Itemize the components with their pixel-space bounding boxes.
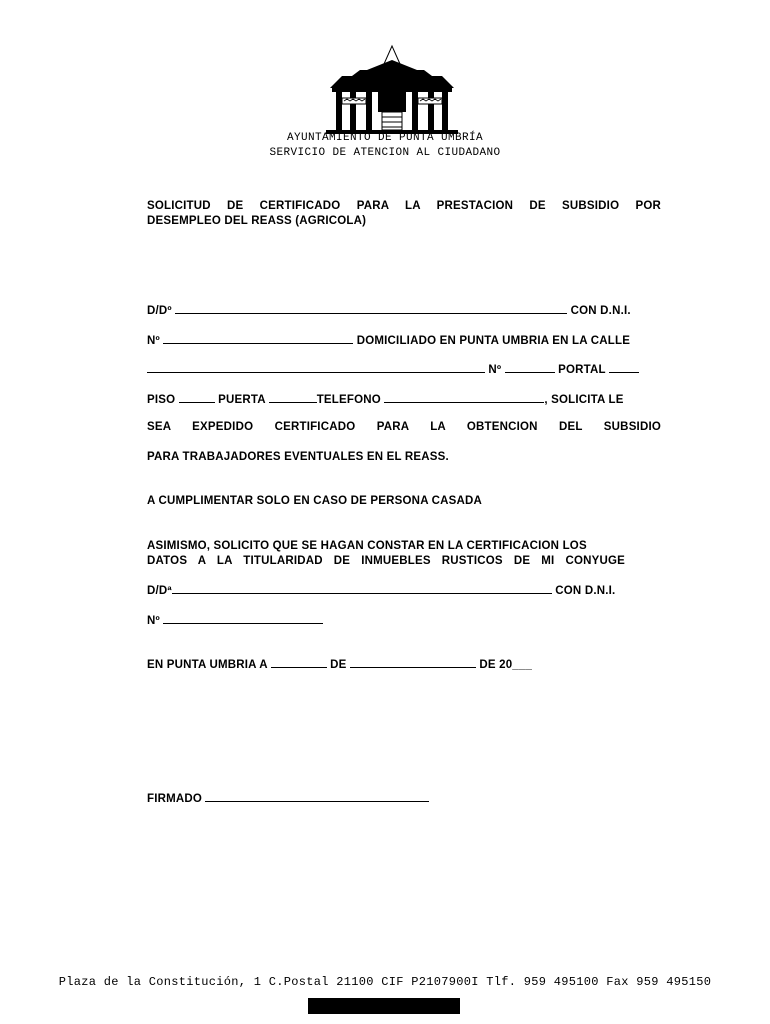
sea-expedido-line: SEA EXPEDIDO CERTIFICADO PARA LA OBTENCION DEL SUBSIDIO: [147, 421, 661, 433]
spouse-name-row: [147, 583, 661, 597]
form-title-line-2: DESEMPLEO DEL REASS (AGRICOLA): [147, 215, 367, 227]
con-dni-label: CON D.N.I.: [570, 305, 631, 317]
firmado-label: FIRMADO: [147, 793, 203, 805]
spouse-name-field[interactable]: [172, 583, 552, 594]
portal-field[interactable]: [609, 362, 639, 373]
piso-field[interactable]: [179, 392, 215, 403]
para-trabajadores-line: PARA TRABAJADORES EVENTUALES EN EL REASS.: [147, 451, 449, 463]
floor-phone-row: [147, 392, 661, 406]
organization-name: AYUNTAMIENTO DE PUNTA UMBRÍA: [286, 132, 484, 144]
puerta-label: PUERTA: [218, 394, 266, 406]
domiciliado-label: DOMICILIADO EN PUNTA UMBRIA EN LA CALLE: [356, 335, 631, 347]
dni-address-row: [147, 333, 661, 347]
portal-label: PORTAL: [558, 364, 606, 376]
applicant-name-row: [147, 303, 661, 317]
footer-black-bar: [308, 998, 460, 1014]
footer-address: Plaza de la Constitución, 1 C.Postal 21100 CIF P2107900I Tlf. 959 495100 Fax 959 495150: [58, 975, 712, 989]
spouse-con-dni-label: CON D.N.I.: [555, 585, 616, 597]
date-prefix: EN PUNTA UMBRIA A: [147, 659, 268, 671]
date-row: [147, 657, 661, 671]
spouse-dni-field[interactable]: [163, 613, 323, 624]
date-de-1: DE: [330, 659, 347, 671]
dd-label: D/Dº: [147, 305, 172, 317]
dda-label: D/Dª: [147, 585, 172, 597]
month-field[interactable]: [350, 657, 476, 668]
applicant-name-field[interactable]: [175, 303, 567, 314]
service-name: SERVICIO DE ATENCION AL CIUDADANO: [269, 147, 501, 159]
signature-row: [147, 791, 661, 805]
day-field[interactable]: [271, 657, 327, 668]
puerta-field[interactable]: [269, 392, 317, 403]
dni-number-field[interactable]: [163, 333, 353, 344]
town-hall-logo-icon: [322, 42, 462, 134]
street-number-field[interactable]: [505, 362, 555, 373]
piso-label: PISO: [147, 394, 176, 406]
street-number-label: Nº: [488, 364, 502, 376]
asimismo-line-2: DATOS A LA TITULARIDAD DE INMUEBLES RUSTICOS DE MI CONYUGE: [147, 555, 625, 567]
spouse-n-label: Nº: [147, 615, 160, 627]
street-field[interactable]: [147, 362, 485, 373]
spouse-dni-row: [147, 613, 661, 627]
street-row: [147, 362, 661, 376]
telefono-label: TELEFONO: [316, 394, 381, 406]
telefono-field[interactable]: [384, 392, 544, 403]
casada-note: A CUMPLIMENTAR SOLO EN CASO DE PERSONA CASADA: [147, 495, 483, 507]
asimismo-line-1: ASIMISMO, SOLICITO QUE SE HAGAN CONSTAR EN LA CERTIFICACION LOS: [147, 540, 587, 552]
date-de-2: DE 20___: [479, 659, 533, 671]
solicita-le-label: , SOLICITA LE: [544, 394, 624, 406]
signature-field[interactable]: [205, 791, 429, 802]
n-label: Nº: [147, 335, 160, 347]
form-title-line-1: SOLICITUD DE CERTIFICADO PARA LA PRESTACION DE SUBSIDIO POR: [147, 200, 661, 212]
